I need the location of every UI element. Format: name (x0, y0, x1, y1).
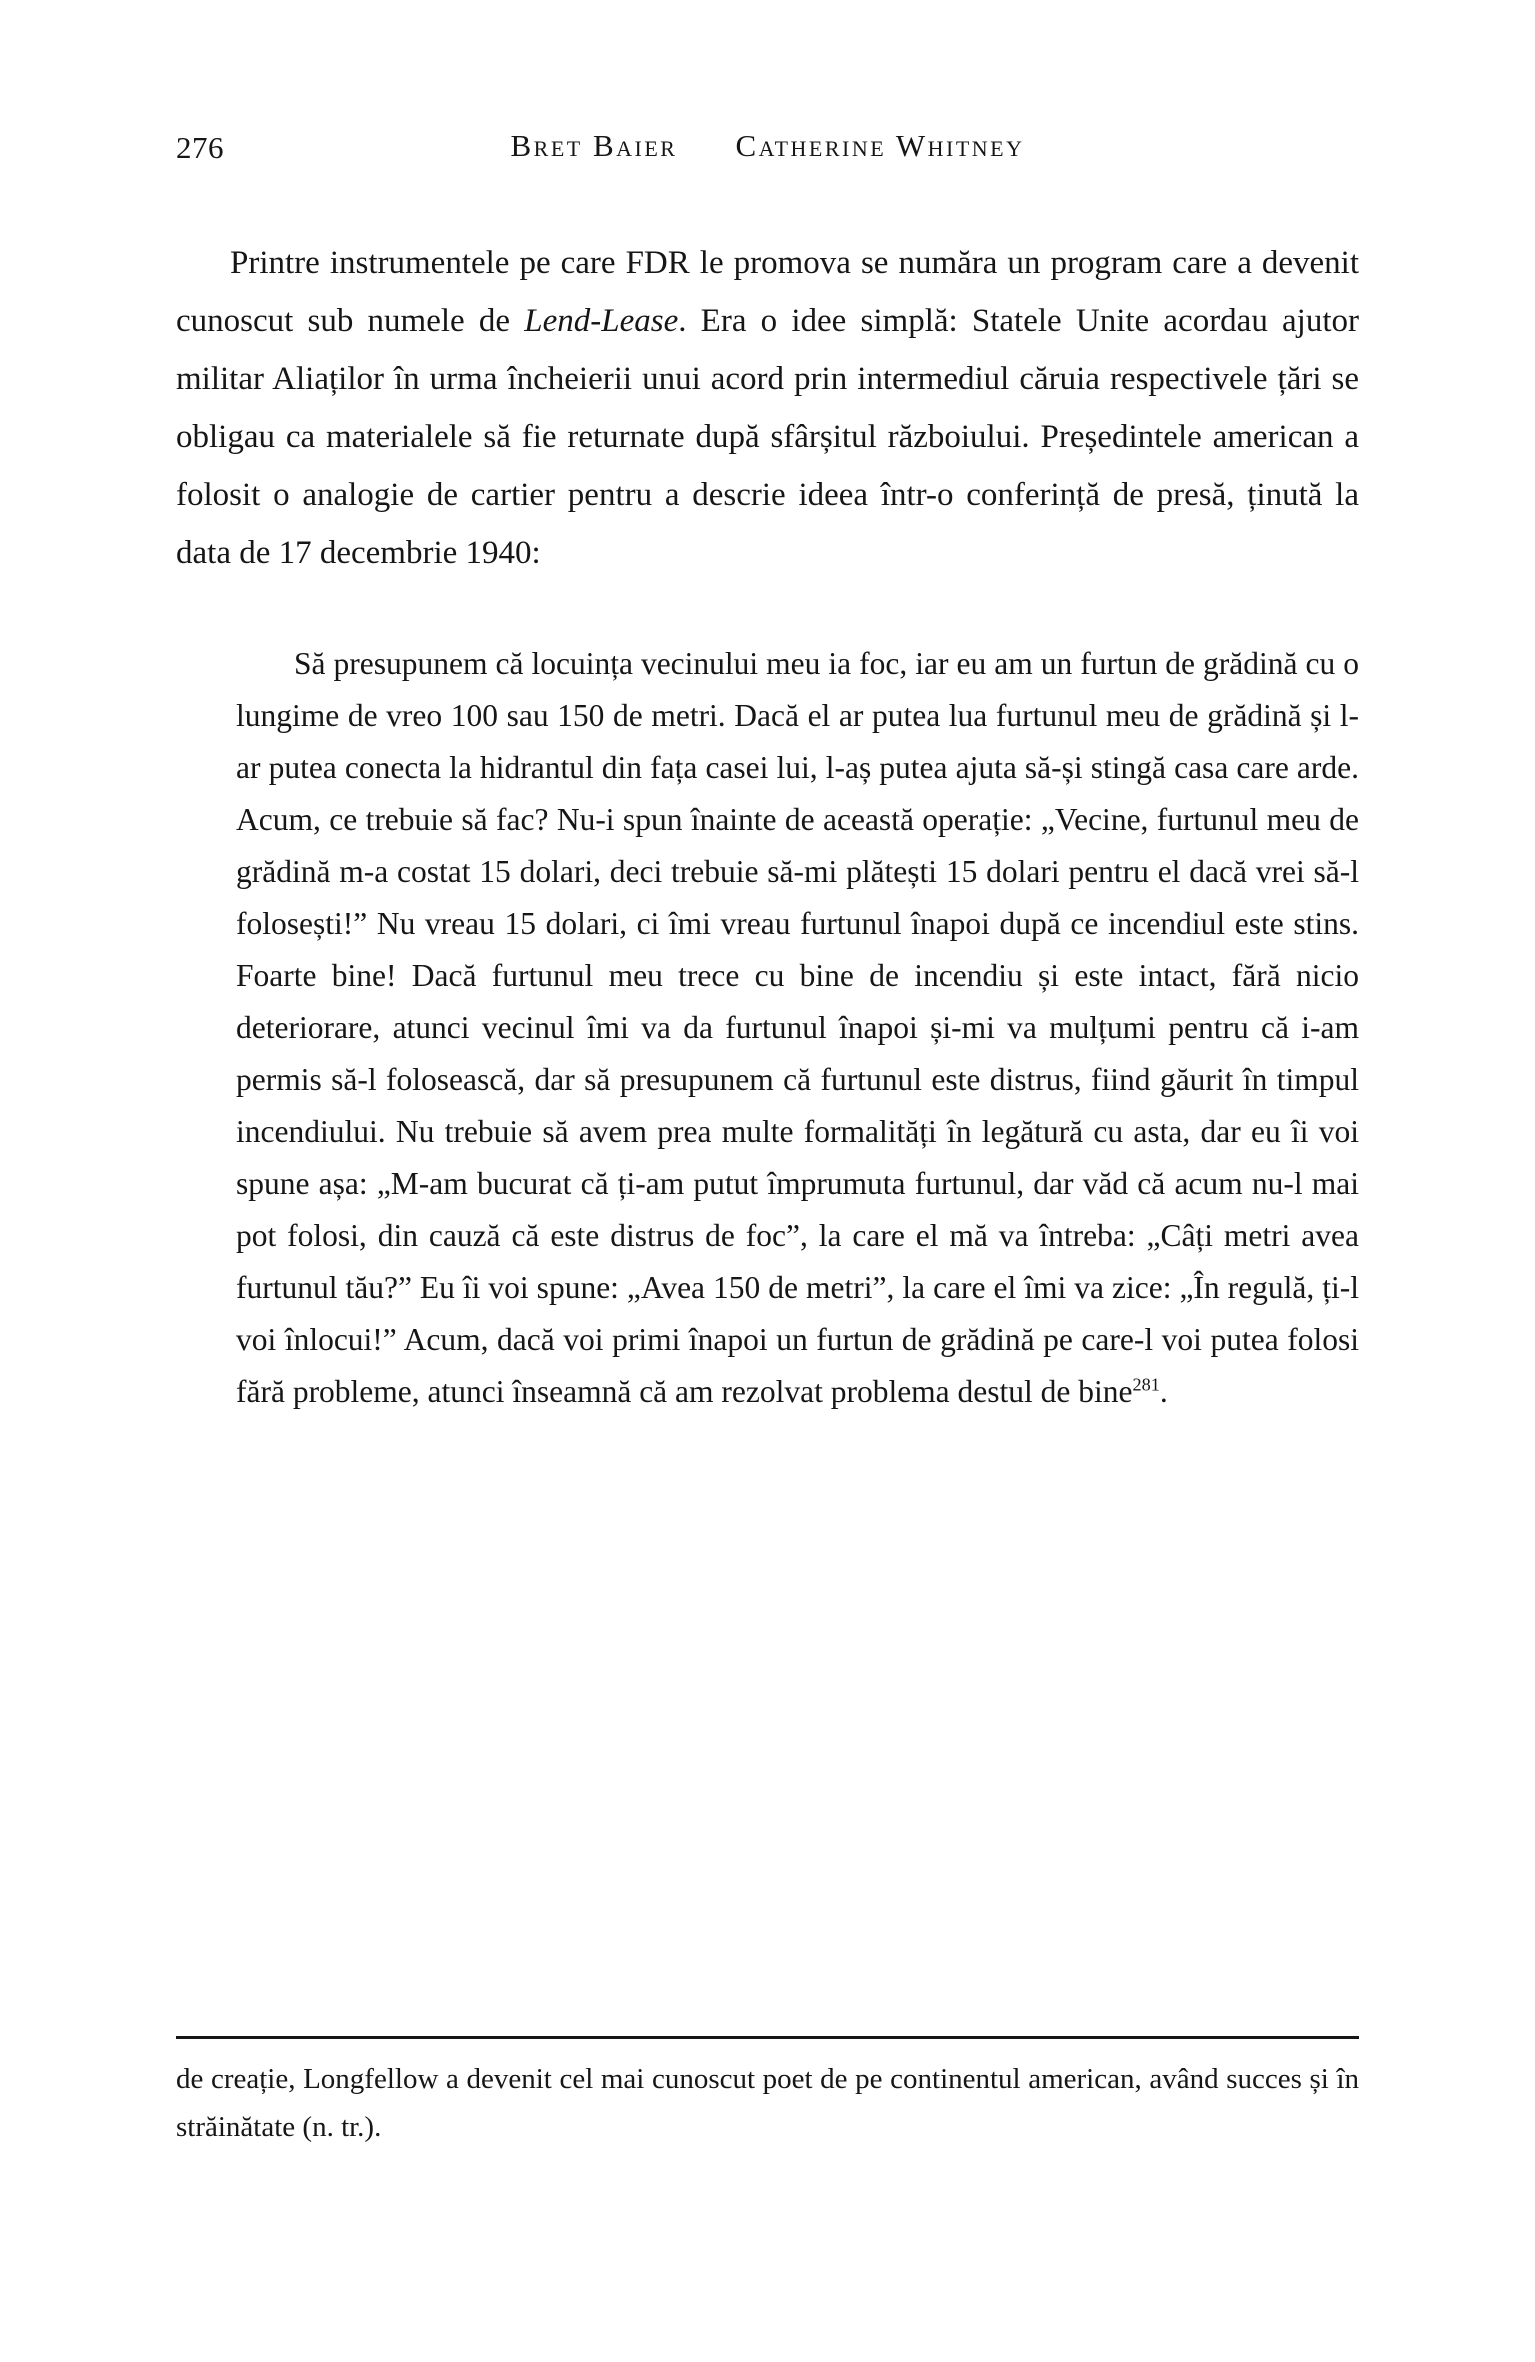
footnote-reference: 281 (1132, 1374, 1160, 1395)
quote-period: . (1159, 1374, 1168, 1409)
footnote-rule (176, 2036, 1359, 2039)
footnote-area (176, 2036, 1359, 2151)
author-name-2: Catherine Whitney (735, 128, 1025, 163)
header-authors (176, 128, 1359, 164)
italic-term: Lend-Lease (524, 303, 679, 339)
quote-text: Să presupunem că locuința vecinului meu ia foc, iar eu am un furtun de grădină cu o lungime de vreo 100 sau 150 de metri. Dacă el ar putea lua furtunul meu de grădină și l-ar putea conecta la hidrantul din fața casei lui, l-aș putea ajuta să-și stingă casa care arde. Acum, ce trebuie să fac? Nu-i spun înainte de această operație: „Vecine, furtunul meu de grădină m-a costat 15 dolari, deci trebuie să-mi plătești 15 dolari pentru el dacă vrei să-l folosești!” Nu vreau 15 dolari, ci îmi vreau furtunul înapoi după ce incendiul este stins. Foarte bine! Dacă furtunul meu trece cu bine de incendiu și este intact, fără nicio deteriorare, atunci vecinul îmi va da furtunul înapoi și-mi va mulțumi pentru că i-am permis să-l folosească, dar să presupunem că furtunul este distrus, fiind găurit în timpul incendiului. Nu trebuie să avem prea multe formalități în legătură cu asta, dar eu îi voi spune așa: „M-am bucurat că ți-am putut împrumuta furtunul, dar văd că acum nu-l mai pot folosi, din cauză că este distrus de foc”, la care el mă va întreba: „Câți metri avea furtunul tău?” Eu îi voi spune: „Avea 150 de metri”, la care el îmi va zice: „În regulă, ți-l voi înlocui!” Acum, dacă voi primi înapoi un furtun de grădină pe care-l voi putea folosi fără probleme, atunci înseamnă că am rezolvat problema destul de bine (236, 646, 1359, 1409)
paragraph-text-cont: . Era o idee simplă: Statele Unite acordau ajutor militar Aliaților în urma încheierii unui acord prin intermediul căruia respectivele țări se obligau ca materialele să fie returnate după sfârșitul războiului. Președintele american a folosit o analogie de cartier pentru a descrie ideea într-o conferință de presă, ținută la data de 17 decembrie 1940: (176, 303, 1359, 571)
body-paragraph (176, 234, 1359, 582)
page-number: 276 (176, 130, 224, 165)
paragraph-text: Printre instrumentele pe care FDR le promova se număra un program care a devenit cunoscut sub numele de (176, 245, 1359, 339)
author-name-1: Bret Baier (510, 128, 678, 163)
footnote-text: de creație, Longfellow a devenit cel mai cunoscut poet de pe continentul american, având succes și în străinătate (n. tr.). (176, 2063, 1359, 2143)
page-header (176, 128, 1359, 172)
block-quote (236, 638, 1359, 1418)
